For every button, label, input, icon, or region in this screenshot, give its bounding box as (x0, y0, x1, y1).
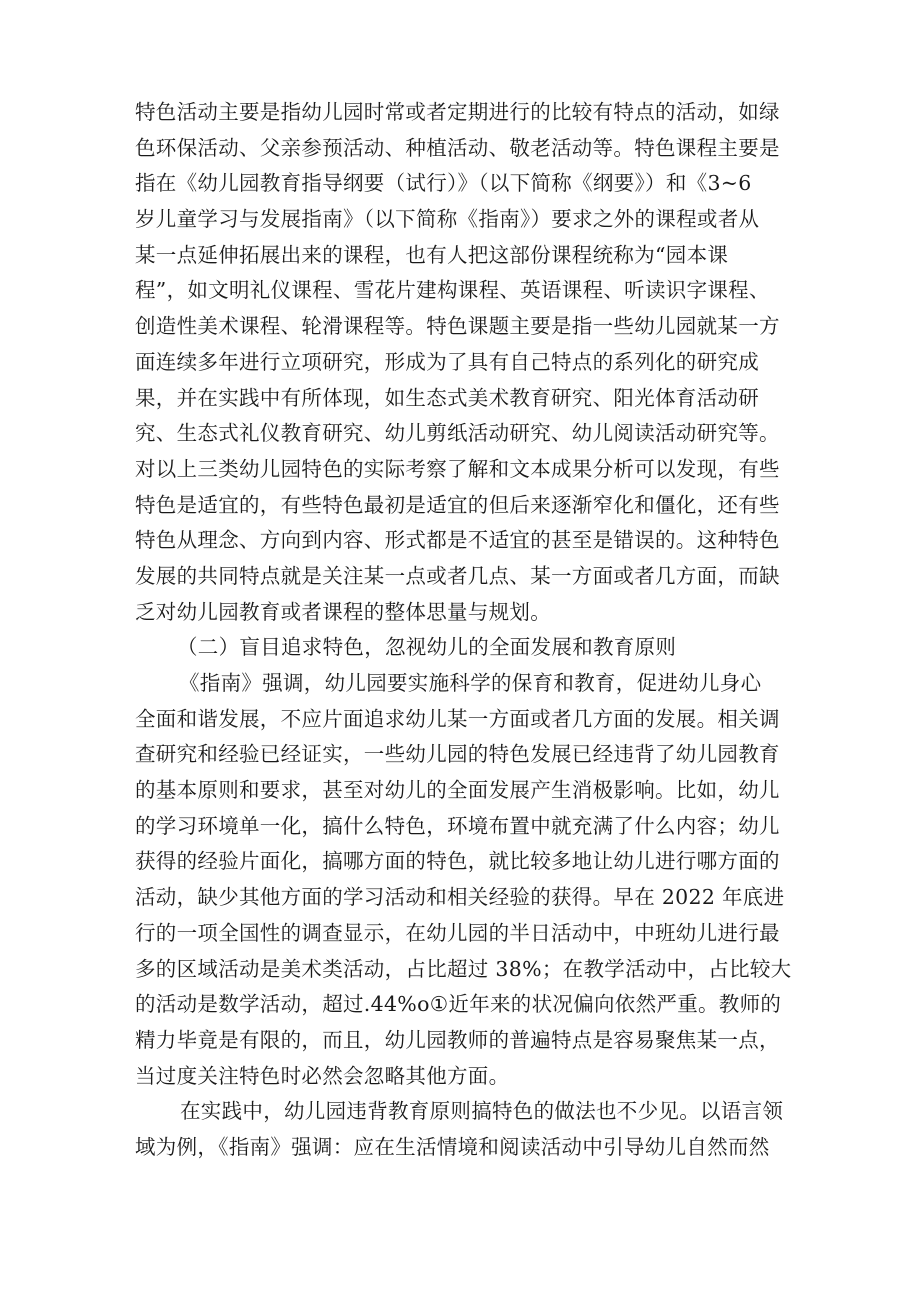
text-line: 乏对幼儿园教育或者课程的整体思量与规划。 (135, 599, 551, 624)
text-line: 当过度关注特色时必然会忽略其他方面。 (135, 1063, 510, 1088)
paragraph-1 (135, 95, 805, 630)
text-line: 域为例，《指南》强调：应在生活情境和阅读活动中引导幼儿自然而然 (135, 1134, 770, 1159)
text-line: 在实践中，幼儿园违背教育原则搞特色的做法也不少见。以语言领 (180, 1099, 784, 1124)
text-line: 精力毕竟是有限的，而且，幼儿园教师的普遍特点是容易聚焦某一点， (135, 1027, 780, 1052)
section-heading (135, 630, 805, 666)
text-line: 的活动是数学活动，超过.44%o①近年来的状况偏向依然严重。教师的 (135, 992, 782, 1017)
text-line: 发展的共同特点就是关注某一点或者几点、某一方面或者几方面，而缺 (135, 563, 780, 588)
text-line: 创造性美术课程、轮滑课程等。特色课题主要是指一些幼儿园就某一方 (135, 314, 780, 339)
paragraph-3 (135, 1094, 805, 1165)
text-line: 全面和谐发展，不应片面追求幼儿某一方面或者几方面的发展。相关调 (135, 706, 780, 731)
text-line: 特色是适宜的，有些特色最初是适宜的但后来逐渐窄化和僵化，还有些 (135, 492, 780, 517)
text-line: 究、生态式礼仪教育研究、幼儿剪纸活动研究、幼儿阅读活动研究等。 (135, 421, 780, 446)
text-line: 多的区域活动是美术类活动，占比超过 38%；在教学活动中，占比较大 (135, 956, 792, 981)
text-line: 特色活动主要是指幼儿园时常或者定期进行的比较有特点的活动，如绿 (135, 100, 780, 124)
text-line: 对以上三类幼儿园特色的实际考察了解和文本成果分析可以发现，有些 (135, 456, 780, 481)
text-line: 特色从理念、方向到内容、形式都是不适宜的甚至是错误的。这种特色 (135, 528, 780, 553)
text-line: 活动，缺少其他方面的学习活动和相关经验的获得。早在 2022 年底进 (135, 885, 785, 910)
text-line: 行的一项全国性的调查显示，在幼儿园的半日活动中，中班幼儿进行最 (135, 920, 780, 945)
document-body (135, 95, 805, 1166)
text-line: 程”，如文明礼仪课程、雪花片建构课程、英语课程、听读识字课程、 (135, 278, 770, 303)
text-line: 色环保活动、父亲参预活动、种植活动、敬老活动等。特色课程主要是 (135, 135, 780, 160)
section-heading-text: （二）盲目追求特色，忽视幼儿的全面发展和教育原则 (177, 635, 677, 660)
text-line: 的基本原则和要求，甚至对幼儿的全面发展产生消极影响。比如，幼儿 (135, 778, 780, 803)
text-line: 的学习环境单一化，搞什么特色，环境布置中就充满了什么内容；幼儿 (135, 813, 780, 838)
text-line: 某一点延伸拓展出来的课程，也有人把这部份课程统称为“园本课 (135, 242, 729, 267)
text-line: 果，并在实践中有所体现，如生态式美术教育研究、阳光体育活动研 (135, 385, 759, 410)
text-line: 获得的经验片面化，搞哪方面的特色，就比较多地让幼儿进行哪方面的 (135, 849, 780, 874)
text-line: 查研究和经验已经证实，一些幼儿园的特色发展已经违背了幼儿园教育 (135, 742, 780, 767)
text-line: 面连续多年进行立项研究，形成为了具有自己特点的系列化的研究成 (135, 349, 759, 374)
text-line: 岁儿童学习与发展指南》（以下简称《指南》）要求之外的课程或者从 (135, 207, 760, 232)
text-line: 指在《幼儿园教育指导纲要（试行）》（以下简称《纲要》）和《3~6 (135, 171, 752, 196)
paragraph-2 (135, 666, 805, 1094)
text-line: 《指南》强调，幼儿园要实施科学的保育和教育，促进幼儿身心 (179, 671, 762, 695)
